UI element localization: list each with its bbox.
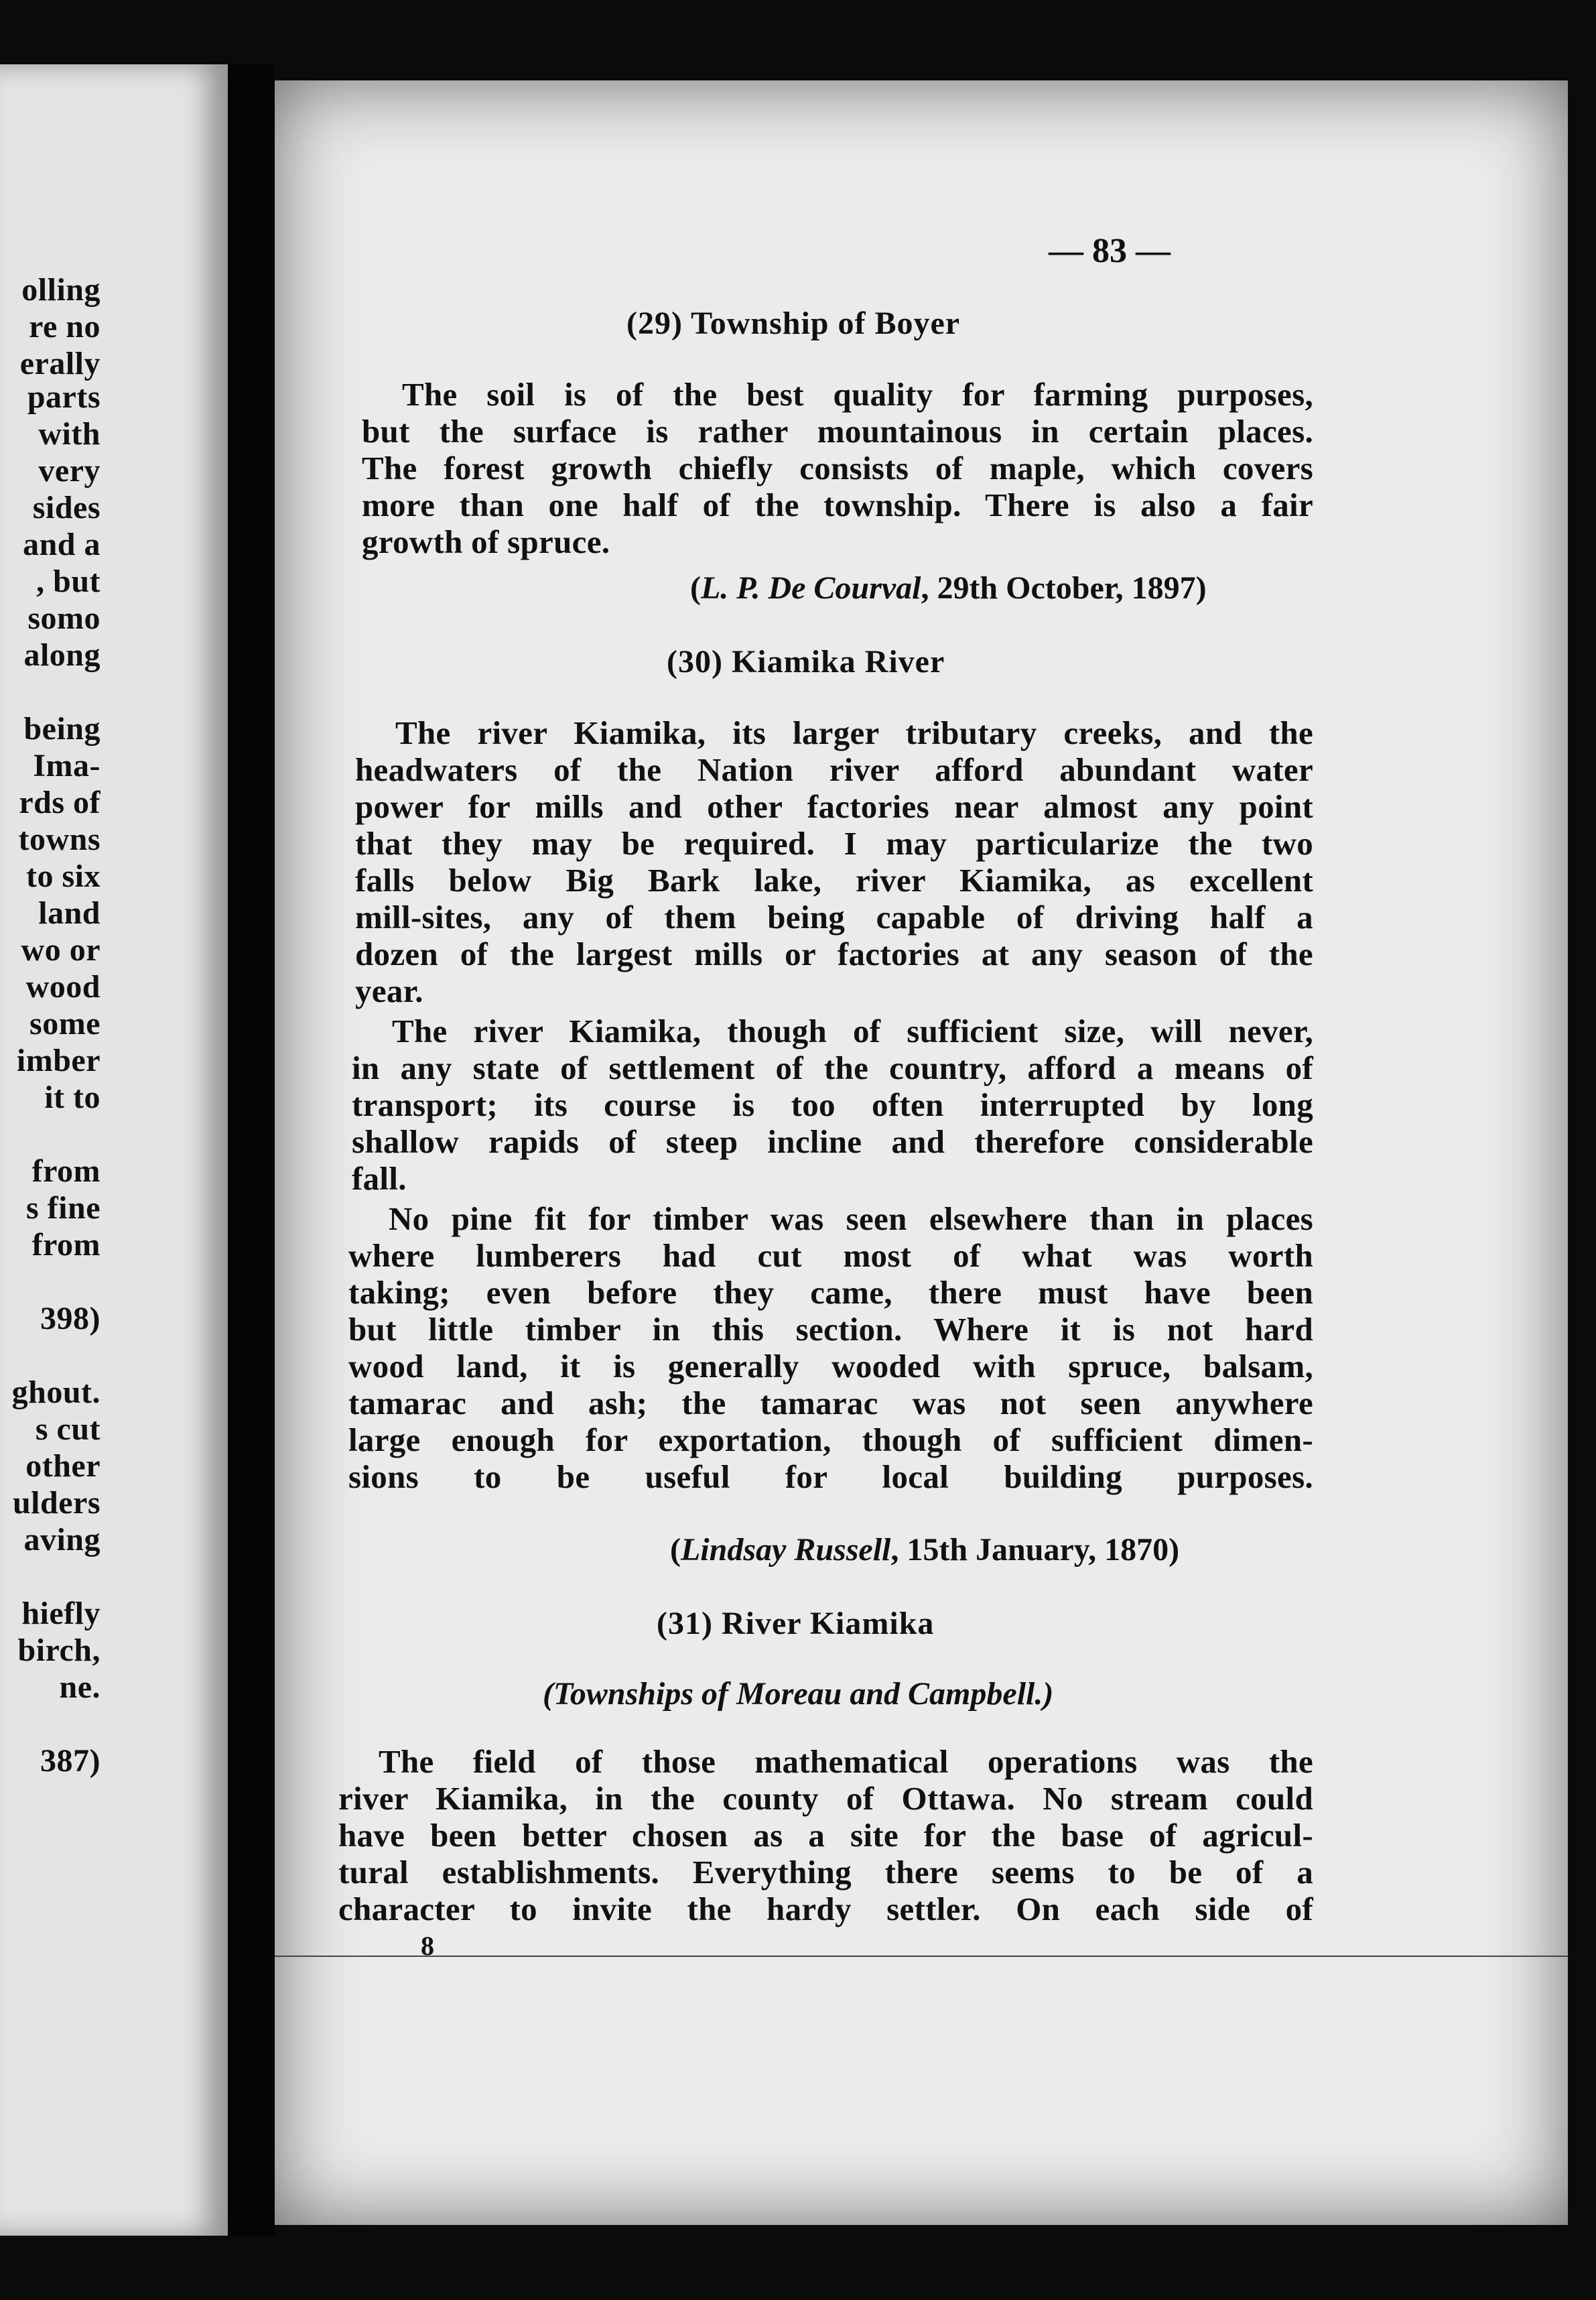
section-29-citation: (L. P. De Courval, 29th October, 1897) — [690, 570, 1207, 606]
text-line: falls below Big Bark lake, river Kiamika, as excellent — [355, 862, 1313, 899]
left-page-fragment: to six — [26, 858, 101, 894]
text-line: where lumberers had cut most of what was worth — [348, 1237, 1313, 1274]
left-page-fragment: olling — [21, 272, 101, 308]
left-page-fragment: some — [29, 1006, 101, 1041]
left-page-fragment: very — [38, 453, 101, 489]
text-line: The river Kiamika, though of sufficient size, will never, — [392, 1013, 1313, 1049]
section-31-heading: (31) River Kiamika — [657, 1606, 935, 1641]
left-page-fragment: s fine — [26, 1190, 101, 1226]
left-page-fragment: Ima- — [33, 748, 101, 783]
text-line: tural establishments. Everything there seems to be of a — [338, 1854, 1313, 1891]
left-page-fragment: parts — [27, 379, 101, 415]
left-page-fragment: other — [25, 1448, 101, 1484]
text-line: transport; its course is too often interrupted by long — [352, 1086, 1313, 1123]
left-page-fragment: somo — [27, 600, 101, 636]
text-line: river Kiamika, in the county of Ottawa. No stream could — [338, 1780, 1313, 1817]
text-line: wood land, it is generally wooded with spruce, balsam, — [348, 1348, 1313, 1385]
section-30-citation-date: , 15th January, 1870) — [890, 1532, 1180, 1568]
left-page-fragment: land — [38, 895, 101, 931]
section-30-citation-author: Lindsay Russell — [680, 1532, 891, 1568]
section-30-heading: (30) Kiamika River — [667, 644, 945, 680]
left-page-fragment: hiefly — [21, 1596, 101, 1631]
left-page-fragment: being — [23, 711, 101, 747]
left-page-fragment: ghout. — [11, 1375, 101, 1410]
section-29-heading: (29) Township of Boyer — [626, 306, 961, 341]
left-page-fragment: with — [38, 416, 101, 452]
signature-mark: 8 — [421, 1931, 434, 1961]
text-line: The forest growth chiefly consists of maple, which covers — [362, 450, 1313, 487]
left-page-fragment: along — [23, 637, 101, 673]
left-page-fragment: rds of — [19, 785, 101, 820]
text-line: character to invite the hardy settler. On each side of — [338, 1891, 1313, 1927]
text-line: in any state of settlement of the country, afford a means of — [352, 1049, 1313, 1086]
text-line: but the surface is rather mountainous in certain places. — [362, 413, 1313, 450]
text-line: sions to be useful for local building purposes. — [348, 1458, 1313, 1495]
text-line: year. — [355, 972, 423, 1009]
text-line: large enough for exportation, though of sufficient dimen- — [348, 1421, 1313, 1458]
book-gutter — [228, 64, 275, 2236]
text-line: The field of those mathematical operations was the — [379, 1743, 1313, 1780]
section-31-subheading: (Townships of Moreau and Campbell.) — [543, 1676, 1054, 1712]
left-page-fragment: from — [31, 1153, 101, 1189]
section-30-citation: (Lindsay Russell, 15th January, 1870) — [670, 1532, 1180, 1568]
text-line: more than one half of the township. There is also a fair — [362, 487, 1313, 523]
left-page-fragment: towns — [18, 822, 101, 857]
text-line: The river Kiamika, its larger tributary creeks, and the — [395, 714, 1313, 751]
left-page-fragment: from — [31, 1227, 101, 1263]
left-page-fragment: it to — [44, 1080, 101, 1115]
page-bottom-rule — [275, 1956, 1568, 1957]
left-page-fragment: 387) — [40, 1743, 101, 1779]
left-page-fragment: ulders — [12, 1485, 101, 1521]
text-line: power for mills and other factories near almost any point — [355, 788, 1313, 825]
section-29-citation-author: L. P. De Courval — [700, 570, 921, 606]
text-line: have been better chosen as a site for the base of agricul- — [338, 1817, 1313, 1854]
text-line: No pine fit for timber was seen elsewhere than in places — [389, 1200, 1313, 1237]
text-line: dozen of the largest mills or factories at any season of the — [355, 936, 1313, 972]
text-line: The soil is of the best quality for farming purposes, — [402, 376, 1313, 413]
left-page-fragment: , but — [36, 564, 101, 599]
text-line: growth of spruce. — [362, 523, 610, 560]
main-page — [275, 80, 1568, 2225]
left-page-fragment: and a — [23, 527, 101, 562]
left-page-fragment: wood — [25, 969, 101, 1005]
left-page-fragment: ne. — [59, 1669, 101, 1705]
left-page-fragment: re no — [29, 309, 101, 344]
text-line: fall. — [352, 1160, 407, 1197]
text-line: shallow rapids of steep incline and therefore considerable — [352, 1123, 1313, 1160]
left-page-fragment: imber — [16, 1043, 101, 1078]
left-page-fragment: birch, — [17, 1633, 101, 1668]
text-line: tamarac and ash; the tamarac was not seen anywhere — [348, 1385, 1313, 1421]
section-29-citation-date: , 29th October, 1897) — [921, 570, 1207, 606]
text-line: headwaters of the Nation river afford abundant water — [355, 751, 1313, 788]
left-page-fragment: s cut — [35, 1411, 101, 1447]
left-facing-page — [0, 64, 228, 2236]
left-page-fragment: aving — [23, 1522, 101, 1557]
text-line: but little timber in this section. Where it is not hard — [348, 1311, 1313, 1348]
text-line: taking; even before they came, there must have been — [348, 1274, 1313, 1311]
left-page-fragment: 398) — [40, 1301, 101, 1336]
left-page-fragment: erally — [19, 346, 101, 381]
text-line: that they may be required. I may particularize the two — [355, 825, 1313, 862]
page-number: — 83 — — [1049, 232, 1171, 270]
text-line: mill-sites, any of them being capable of driving half a — [355, 899, 1313, 936]
left-page-fragment: sides — [32, 490, 101, 525]
left-page-fragment: wo or — [21, 932, 101, 968]
